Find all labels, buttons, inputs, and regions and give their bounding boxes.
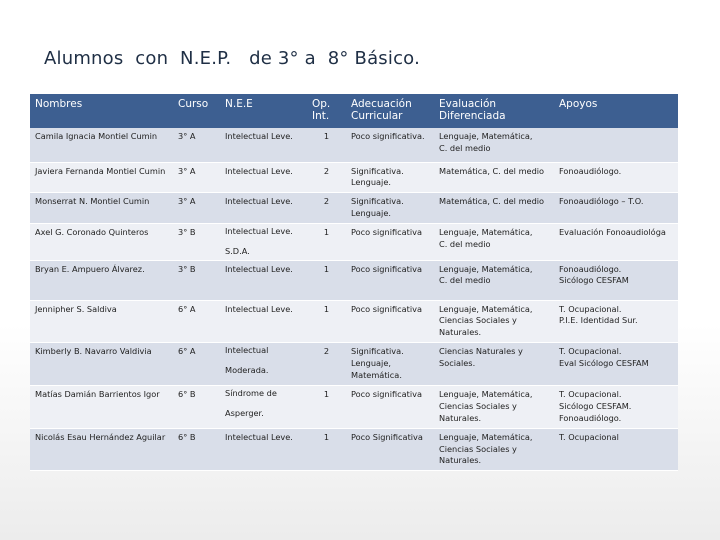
table-row (30, 300, 678, 343)
table-row (30, 224, 678, 261)
cell-nee: Intelectual Moderada. (220, 343, 307, 386)
cell-op-int: 1 (307, 385, 346, 428)
header-nee: N.E.E (220, 94, 307, 128)
cell-curso: 3° B (173, 260, 220, 300)
cell-apoyos: T. Ocupacional. Sicólogo CESFAM. Fonoaudiólogo. (554, 385, 678, 428)
cell-nombre: Matías Damián Barrientos Igor (30, 385, 173, 428)
cell-apoyos: T. Ocupacional. P.I.E. Identidad Sur. (554, 300, 678, 343)
cell-curso: 3° A (173, 162, 220, 193)
cell-curso: 6° B (173, 385, 220, 428)
cell-op-int: 2 (307, 193, 346, 224)
cell-nombre: Bryan E. Ampuero Álvarez. (30, 260, 173, 300)
cell-evaluacion: Lenguaje, Matemática, Ciencias Sociales y Naturales. (434, 300, 554, 343)
cell-adecuacion: Significativa. Lenguaje. (346, 162, 434, 193)
students-table (30, 94, 678, 471)
table-body (30, 128, 678, 471)
cell-apoyos: T. Ocupacional. Eval Sicólogo CESFAM (554, 343, 678, 386)
table-header (30, 94, 678, 128)
header-nombres: Nombres (30, 94, 173, 128)
cell-nee: Intelectual Leve. (220, 128, 307, 162)
cell-curso: 3° B (173, 224, 220, 261)
header-row (30, 94, 678, 128)
table-row (30, 343, 678, 386)
cell-nombre: Monserrat N. Montiel Cumin (30, 193, 173, 224)
cell-adecuacion: Significativa. Lenguaje, Matemática. (346, 343, 434, 386)
cell-nee: Intelectual Leve. (220, 162, 307, 193)
header-adecuacion: Adecuación Curricular (346, 94, 434, 128)
slide-title: Alumnos con N.E.P. de 3° a 8° Básico. (44, 48, 420, 69)
cell-op-int: 2 (307, 343, 346, 386)
cell-curso: 3° A (173, 128, 220, 162)
cell-op-int: 1 (307, 300, 346, 343)
cell-adecuacion: Significativa. Lenguaje. (346, 193, 434, 224)
table-row (30, 428, 678, 471)
cell-apoyos: Fonoaudiólogo. (554, 162, 678, 193)
header-op-int: Op. Int. (307, 94, 346, 128)
cell-evaluacion: Matemática, C. del medio (434, 193, 554, 224)
cell-curso: 6° A (173, 343, 220, 386)
header-apoyos: Apoyos (554, 94, 678, 128)
header-evaluacion: Evaluación Diferenciada (434, 94, 554, 128)
cell-adecuacion: Poco significativa. (346, 128, 434, 162)
cell-op-int: 1 (307, 224, 346, 261)
table-row (30, 193, 678, 224)
cell-evaluacion: Lenguaje, Matemática, Ciencias Sociales y Naturales. (434, 385, 554, 428)
cell-adecuacion: Poco significativa (346, 385, 434, 428)
cell-nee: Intelectual Leve. (220, 300, 307, 343)
cell-apoyos: T. Ocupacional (554, 428, 678, 471)
cell-adecuacion: Poco Significativa (346, 428, 434, 471)
cell-evaluacion: Matemática, C. del medio (434, 162, 554, 193)
cell-apoyos (554, 128, 678, 162)
cell-nombre: Kimberly B. Navarro Valdivia (30, 343, 173, 386)
header-curso: Curso (173, 94, 220, 128)
cell-evaluacion: Lenguaje, Matemática, C. del medio (434, 128, 554, 162)
cell-adecuacion: Poco significativa (346, 260, 434, 300)
cell-curso: 6° A (173, 300, 220, 343)
cell-adecuacion: Poco significativa (346, 300, 434, 343)
cell-nee: Intelectual Leve. (220, 193, 307, 224)
cell-apoyos: Fonoaudiólogo – T.O. (554, 193, 678, 224)
table-row (30, 260, 678, 300)
table-row (30, 385, 678, 428)
cell-nee: Síndrome de Asperger. (220, 385, 307, 428)
cell-nombre: Nicolás Esau Hernández Aguilar (30, 428, 173, 471)
cell-op-int: 1 (307, 428, 346, 471)
cell-curso: 6° B (173, 428, 220, 471)
cell-nombre: Camila Ignacia Montiel Cumin (30, 128, 173, 162)
cell-evaluacion: Ciencias Naturales y Sociales. (434, 343, 554, 386)
cell-evaluacion: Lenguaje, Matemática, Ciencias Sociales y Naturales. (434, 428, 554, 471)
table-row (30, 162, 678, 193)
table-row (30, 128, 678, 162)
cell-evaluacion: Lenguaje, Matemática, C. del medio (434, 260, 554, 300)
cell-nombre: Axel G. Coronado Quinteros (30, 224, 173, 261)
cell-op-int: 2 (307, 162, 346, 193)
cell-nee: Intelectual Leve. (220, 428, 307, 471)
cell-apoyos: Evaluación Fonoaudiológa (554, 224, 678, 261)
cell-curso: 3° A (173, 193, 220, 224)
cell-nombre: Javiera Fernanda Montiel Cumin (30, 162, 173, 193)
cell-evaluacion: Lenguaje, Matemática, C. del medio (434, 224, 554, 261)
cell-op-int: 1 (307, 260, 346, 300)
cell-nombre: Jennipher S. Saldiva (30, 300, 173, 343)
cell-nee: Intelectual Leve. (220, 260, 307, 300)
cell-op-int: 1 (307, 128, 346, 162)
cell-adecuacion: Poco significativa (346, 224, 434, 261)
cell-nee: Intelectual Leve. S.D.A. (220, 224, 307, 261)
cell-apoyos: Fonoaudiólogo. Sicólogo CESFAM (554, 260, 678, 300)
